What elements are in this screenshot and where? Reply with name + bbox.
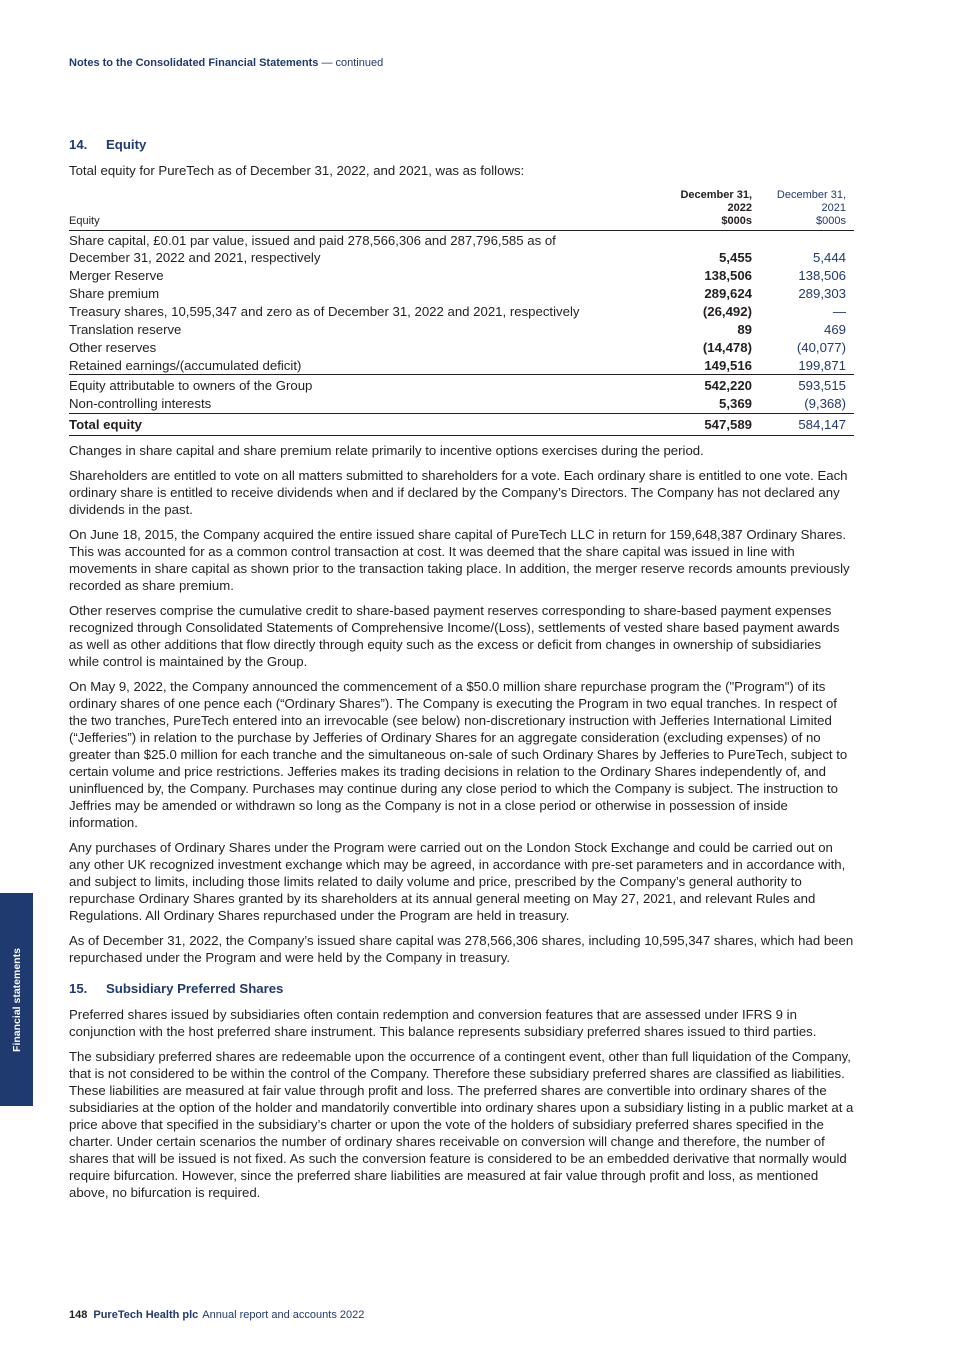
row-value-2021: 469 [823, 321, 846, 337]
page-footer [69, 1309, 364, 1321]
col-2021 [754, 189, 854, 231]
header-title: Notes to the Consolidated Financial Statements [69, 57, 319, 69]
row-label: Share premium [69, 285, 160, 301]
row-value-2022: 5,455 [718, 249, 752, 265]
section-14-title: Equity [106, 137, 147, 152]
row-value-2021: 289,303 [798, 285, 846, 301]
header-suffix: — continued [321, 57, 384, 69]
equity-intro: Total equity for PureTech as of December 31, 2022, and 2021, was as follows: [69, 163, 525, 178]
row-value-2021: (40,077) [796, 339, 846, 355]
row-value-2022: 542,220 [657, 375, 754, 395]
row-label: Other reserves [69, 339, 157, 355]
row-value-2022: (14,478) [702, 339, 752, 355]
row-label: Treasury shares, 10,595,347 and zero as of December 31, 2022 and 2021, respectively [69, 303, 580, 319]
row-label: Merger Reserve [69, 267, 164, 283]
col-label: Equity [69, 189, 657, 231]
paragraph: As of December 31, 2022, the Company’s issued share capital was 278,566,306 shares, including 10,595,347 shares, which had been repurchased under the Program and were held by the Company in treasury. [69, 932, 854, 965]
running-header [69, 57, 383, 69]
paragraph: Shareholders are entitled to vote on all matters submitted to shareholders for a vote. Each ordinary share is entitled to one vote. Each ordinary share is entitled to receive dividends when and if declared by the Company’s Directors. The Company has not declared any dividends in the past. [69, 467, 848, 517]
paragraph: Changes in share capital and share premium relate primarily to incentive options exercises during the period. [69, 442, 704, 458]
row-value-2021: 138,506 [798, 267, 846, 283]
paragraph: On May 9, 2022, the Company announced the commencement of a $50.0 million share repurchase program the ("Program") of its ordinary shares of one pence each (“Ordinary Shares”). The Company is executing the Program in two equal tranches. In respect of the two tranches, PureTech entered into an irrevocable (see below) non-discretionary instruction with Jefferies International Limited (“Jefferies”) in relation to the purchase by Jefferies of Ordinary Shares for an aggregate consideration (excluding expenses) of no greater than $25.0 million for each tranche and the simultaneous on-sale of such Ordinary Shares by Jefferies to PureTech, subject to certain volume and price restrictions. Jefferies makes its trading decisions in relation to the Ordinary Shares independently of, and uninfluenced by, the Company. Purchases may continue during any close period to which the Company is subject. The instruction to Jeffries may be amended or withdrawn so long as the Company is not in a close period or otherwise in possession of inside information. [69, 678, 848, 830]
row-value-2021: 584,147 [754, 413, 854, 435]
row-label: Translation reserve [69, 321, 182, 337]
row-label: Share capital, £0.01 par value, issued and paid 278,566,306 and 287,796,585 as of December 31, 2022 and 2021, respectively [69, 232, 556, 265]
table-row [69, 284, 854, 302]
section-side-tab[interactable] [0, 893, 33, 1106]
row-label: Total equity [69, 413, 657, 435]
paragraph: On June 18, 2015, the Company acquired the entire issued share capital of PureTech LLC in return for 159,648,387 Ordinary Shares. This was accounted for as a common control transaction at cost. It was deemed that the share capital was issued in line with movements in share capital as shown prior to the transaction taking place. In addition, the merger reserve records amounts previously recorded as share premium. [69, 526, 850, 593]
table-row [69, 338, 854, 356]
row-value-2021: 199,871 [798, 357, 846, 373]
section-15-title: Subsidiary Preferred Shares [106, 980, 284, 996]
row-value-2022: 289,624 [704, 285, 752, 301]
table-row [69, 395, 854, 414]
footer-doc-title: Annual report and accounts 2022 [202, 1309, 365, 1321]
row-value-2021: (9,368) [804, 396, 846, 411]
row-label: Equity attributable to owners of the Group [69, 375, 657, 395]
col-2022 [657, 189, 754, 231]
row-value-2022: 547,589 [657, 413, 754, 435]
col-2022-line2: 2022 [727, 202, 752, 214]
col-2021-line2: 2021 [821, 202, 846, 214]
table-header-row [69, 189, 854, 231]
col-2021-line3: $000s [816, 215, 846, 227]
page-number: 148 [69, 1309, 88, 1321]
row-value-2021: — [832, 303, 846, 319]
footer-company: PureTech Health plc [93, 1309, 199, 1321]
table-row [69, 375, 854, 395]
row-value-2022: 5,369 [718, 396, 752, 411]
row-value-2022: 138,506 [704, 267, 752, 283]
page-content [69, 136, 854, 1209]
paragraph: Other reserves comprise the cumulative credit to share-based payment reserves corresponding to share-based payment expenses recognized through Consolidated Statements of Comprehensive Income/(Loss), settlements of vested share based payment awards as well as other additions that flow directly through equity such as the excess or deficit from changes in ownership of subsidiaries while control is maintained by the Group. [69, 602, 840, 669]
col-2022-line1: December 31, [680, 189, 752, 201]
section-15-number: 15. [69, 980, 88, 996]
section-14-number: 14. [69, 137, 88, 152]
paragraph: Preferred shares issued by subsidiaries often contain redemption and conversion features that are assessed under IFRS 9 in conjunction with the host preferred share instrument. This balance represents subsidiary preferred shares issued to third parties. [69, 1006, 817, 1039]
row-label: Retained earnings/(accumulated deficit) [69, 357, 302, 373]
paragraph: The subsidiary preferred shares are redeemable upon the occurrence of a contingent event, other than full liquidation of the Company, that is not considered to be within the control of the Company. Therefore these subsidiary preferred shares are classified as liabilities. These liabilities are measured at fair value through profit and loss. The preferred shares are convertible into ordinary shares of the subsidiaries at the option of the holder and mandatorily convertible into ordinary shares upon a subsidiary listing in a public market at a price above that specified in the subsidiary’s charter or upon the vote of the holders of subsidiary preferred shares specified in the charter. Under certain scenarios the number of ordinary shares receivable on conversion will change and therefore, the number of shares that will be issued is not fixed. As such the conversion feature is considered to be an embedded derivative that normally would require bifurcation. However, since the preferred share liabilities are measured at fair value through profit and loss, as mentioned above, no bifurcation is required. [69, 1048, 854, 1200]
row-value-2022: 89 [737, 321, 752, 337]
row-value-2021: 5,444 [812, 249, 846, 265]
table-row [69, 266, 854, 284]
section-15-heading [69, 980, 854, 997]
paragraph: Any purchases of Ordinary Shares under the Program were carried out on the London Stock Exchange and could be carried out on any other UK recognized investment exchange which may be agreed, in accordance with pre-set parameters and in accordance with, and subject to limits, including those limits related to daily volume and price, prescribed by the Company’s general authority to repurchase Ordinary Shares granted by its shareholders at its annual general meeting on May 27, 2021, and relevant Rules and Regulations. All Ordinary Shares repurchased under the Program are held in treasury. [69, 839, 846, 923]
equity-table [69, 189, 854, 436]
row-value-2022: 149,516 [704, 357, 752, 373]
table-row [69, 356, 854, 375]
col-2022-line3: $000s [721, 215, 752, 227]
side-tab-label: Financial statements [10, 947, 23, 1052]
table-total-row [69, 413, 854, 435]
section-14-heading [69, 136, 854, 153]
table-row [69, 231, 854, 267]
row-label: Non-controlling interests [69, 396, 212, 411]
row-value-2021: 593,515 [754, 375, 854, 395]
row-value-2022: (26,492) [702, 303, 752, 319]
table-row [69, 302, 854, 320]
table-row [69, 320, 854, 338]
col-2021-line1: December 31, [776, 189, 846, 201]
